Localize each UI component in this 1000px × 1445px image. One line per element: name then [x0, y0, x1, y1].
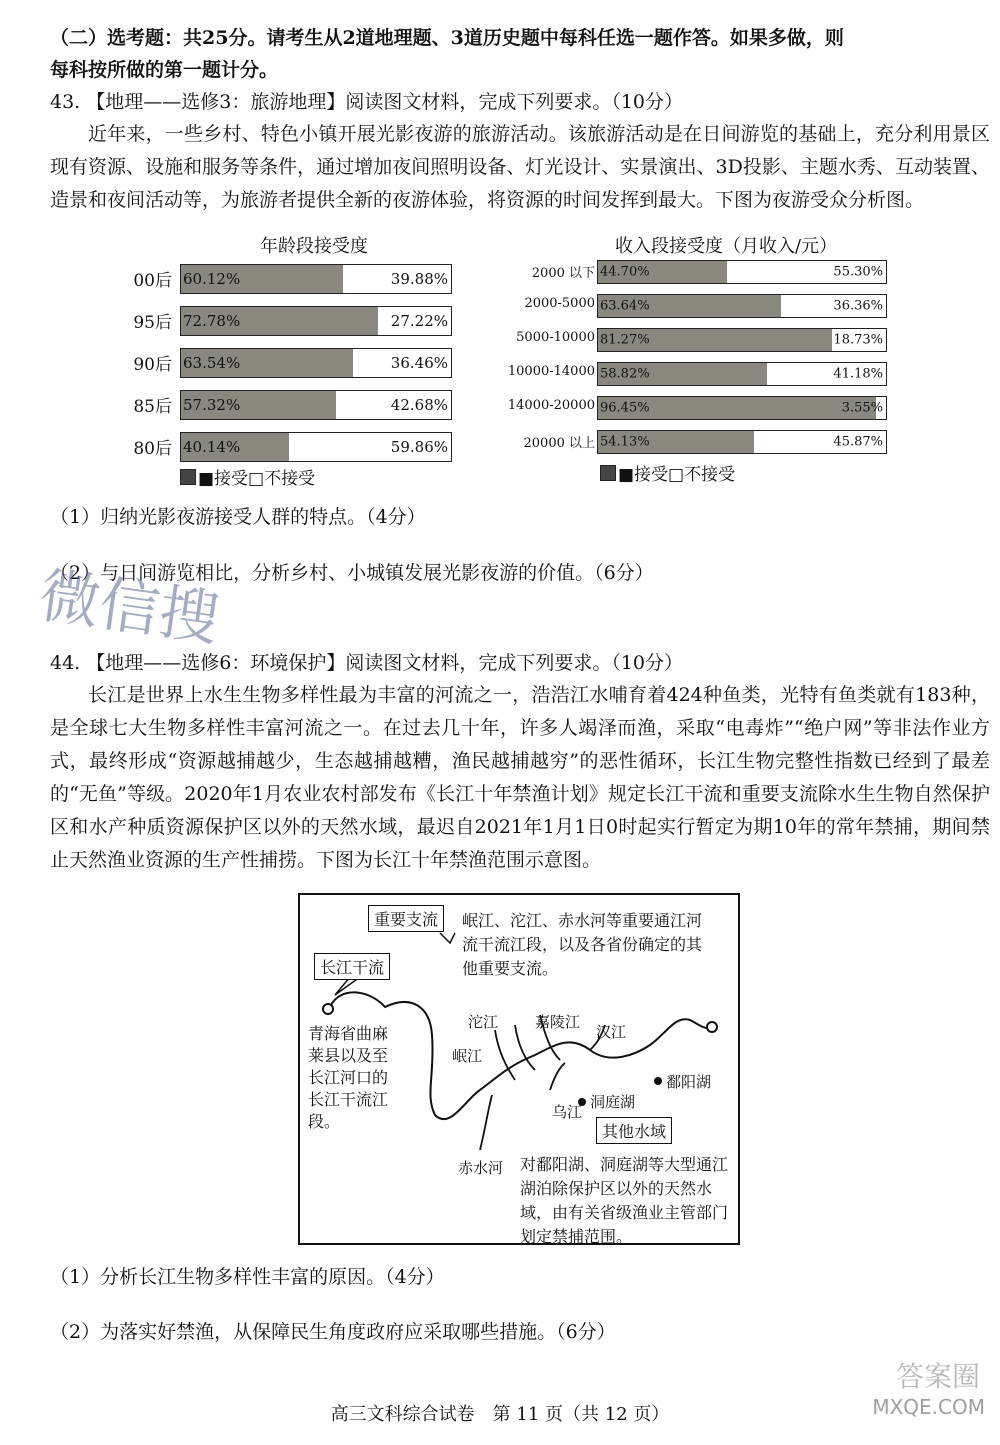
bar-row — [597, 396, 887, 420]
other-text: 对鄱阳湖、洞庭湖等大型通江湖泊除保护区以外的天然水域，由有关省级渔业主管部门划定禁捕范围。 — [520, 1155, 729, 1246]
category-label: 10000-14000 — [507, 364, 595, 379]
category-label: 5000-10000 — [516, 330, 595, 345]
callout-other: 其他水域 — [596, 1117, 672, 1144]
q44-sub1: （1）分析长江生物多样性丰富的原因。（4分） — [50, 1266, 445, 1288]
place-hanjiang: 汉江 — [596, 1023, 627, 1041]
callout-tributary: 重要支流 — [368, 905, 444, 932]
category-label: 95后 — [133, 313, 172, 333]
bar-label-accept: 40.14% — [183, 438, 241, 456]
bar-label-accept: 63.54% — [183, 354, 241, 372]
bar-label-accept: 57.32% — [183, 396, 241, 414]
bar-label-reject: 3.55% — [841, 400, 883, 416]
mainstream-text: 青海省曲麻莱县以及至长江河口的长江干流江段。 — [308, 1024, 389, 1131]
category-label: 85后 — [133, 397, 172, 417]
income-chart-title: 收入段接受度（月收入/元） — [615, 236, 838, 257]
bar-label-reject: 39.88% — [390, 270, 448, 288]
tributary-text: 岷江、沱江、赤水河等重要通江河流干流江段，以及各省份确定的其他重要支流。 — [462, 911, 703, 978]
q43-sub1: （1）归纳光影夜游接受人群的特点。（4分） — [50, 506, 426, 528]
category-label: 00后 — [133, 271, 172, 291]
bar-label-accept: 58.82% — [600, 366, 650, 382]
bar-label-reject: 55.30% — [833, 264, 883, 280]
callout-mainstream: 长江干流 — [314, 953, 390, 980]
page-footer: 高三文科综合试卷 第 11 页（共 12 页） — [330, 1404, 670, 1425]
yangtze-fishing-ban-map — [298, 893, 740, 1245]
bar-row — [180, 348, 452, 378]
category-label: 80后 — [133, 439, 172, 459]
bar-label-reject: 27.22% — [390, 312, 448, 330]
bar-row — [180, 432, 452, 462]
place-minjiang: 岷江 — [452, 1047, 483, 1065]
legend-swatch-accept — [600, 465, 616, 481]
watermark-text: 微信搜 — [35, 560, 224, 656]
bar-label-reject: 42.68% — [390, 396, 448, 414]
section-header-line1: （二）选考题：共25分。请考生从2道地理题、3道历史题中每科任选一题作答。如果多做，则 — [50, 27, 844, 49]
place-dongtinghu: 洞庭湖 — [590, 1093, 636, 1111]
place-poyanghu: 鄱阳湖 — [666, 1073, 712, 1091]
bar-row — [180, 264, 452, 294]
bar-row — [180, 306, 452, 336]
legend-swatch-accept — [180, 469, 196, 485]
category-label: 20000 以上 — [523, 436, 595, 451]
q43-passage: 近年来，一些乡村、特色小镇开展光影夜游的旅游活动。该旅游活动是在日间游览的基础上，充分利用景区现有资源、设施和服务等条件，通过增加夜间照明设备、灯光设计、实景演出、3D投影、主题水秀、互动装置、造景和夜间活动等，为旅游者提供全新的夜游体验，将资源的时间发挥到最大。下图为夜游受众分析图。 — [50, 123, 990, 211]
place-jialingjiang: 嘉陵江 — [535, 1013, 581, 1031]
bar-label-reject: 36.36% — [833, 298, 883, 314]
bar-row — [597, 294, 887, 318]
q43-sub2: （2）与日间游览相比，分析乡村、小城镇发展光影夜游的价值。（6分） — [50, 562, 654, 584]
legend-label: ■接受□不接受 — [198, 469, 316, 489]
q44-sub2: （2）为落实好禁渔，从保障民生角度政府应采取哪些措施。（6分） — [50, 1321, 616, 1343]
place-tuojiang: 沱江 — [468, 1013, 499, 1031]
bar-label-reject: 36.46% — [390, 354, 448, 372]
age-chart — [100, 232, 470, 492]
category-label: 2000 以下 — [531, 266, 595, 281]
q44-title: 44. 【地理——选修6：环境保护】阅读图文材料，完成下列要求。（10分） — [50, 652, 684, 674]
place-wujiang: 乌江 — [552, 1103, 583, 1121]
corner-logo: 答案圈 — [895, 1360, 980, 1393]
bar-label-accept: 44.70% — [600, 264, 650, 280]
income-chart-legend — [600, 460, 735, 485]
bar-label-reject: 41.18% — [833, 366, 883, 382]
bar-row — [597, 430, 887, 454]
legend-label: ■接受□不接受 — [618, 465, 736, 485]
age-chart-title: 年龄段接受度 — [260, 236, 368, 257]
q43-title: 43. 【地理——选修3：旅游地理】阅读图文材料，完成下列要求。（10分） — [50, 91, 684, 113]
bar-label-reject: 18.73% — [833, 332, 883, 348]
bar-label-reject: 45.87% — [833, 434, 883, 450]
bar-row — [597, 362, 887, 386]
category-label: 14000-20000 — [507, 398, 595, 413]
bar-label-reject: 59.86% — [390, 438, 448, 456]
bar-row — [180, 390, 452, 420]
bar-label-accept: 60.12% — [183, 270, 241, 288]
corner-watermark: MXQE.COM — [872, 1395, 985, 1419]
income-chart — [500, 232, 900, 492]
bar-label-accept: 72.78% — [183, 312, 241, 330]
bar-label-accept: 96.45% — [600, 400, 650, 416]
category-label: 90后 — [133, 355, 172, 375]
category-label: 2000-5000 — [524, 296, 595, 311]
age-chart-legend — [180, 464, 315, 489]
bar-label-accept: 54.13% — [600, 434, 650, 450]
bar-row — [597, 328, 887, 352]
bar-label-accept: 81.27% — [600, 332, 650, 348]
bar-label-accept: 63.64% — [600, 298, 650, 314]
q44-passage: 长江是世界上水生生物多样性最为丰富的河流之一，浩浩江水哺育着424种鱼类，光特有鱼类就有183种，是全球七大生物多样性丰富河流之一。在过去几十年，许多人竭泽而渔，采取“电毒炸”“绝户网”等非法作业方式，最终形成“资源越捕越少，生态越捕越糟，渔民越捕越穷”的恶性循环，长江生物完整性指数已经到了最差的“无鱼”等级。2020年1月农业农村部发布《长江十年禁渔计划》规定长江干流和重要支流除水生生物自然保护区和水产种质资源保护区以外的天然水域，最迟自2021年1月1日0时起实行暂定为期10年的常年禁捕，期间禁止天然渔业资源的生产性捕捞。下图为长江十年禁渔范围示意图。 — [50, 684, 990, 871]
section-header-line2: 每科按所做的第一题计分。 — [50, 59, 279, 81]
bar-row — [597, 260, 887, 284]
place-chishuihe: 赤水河 — [458, 1159, 504, 1177]
